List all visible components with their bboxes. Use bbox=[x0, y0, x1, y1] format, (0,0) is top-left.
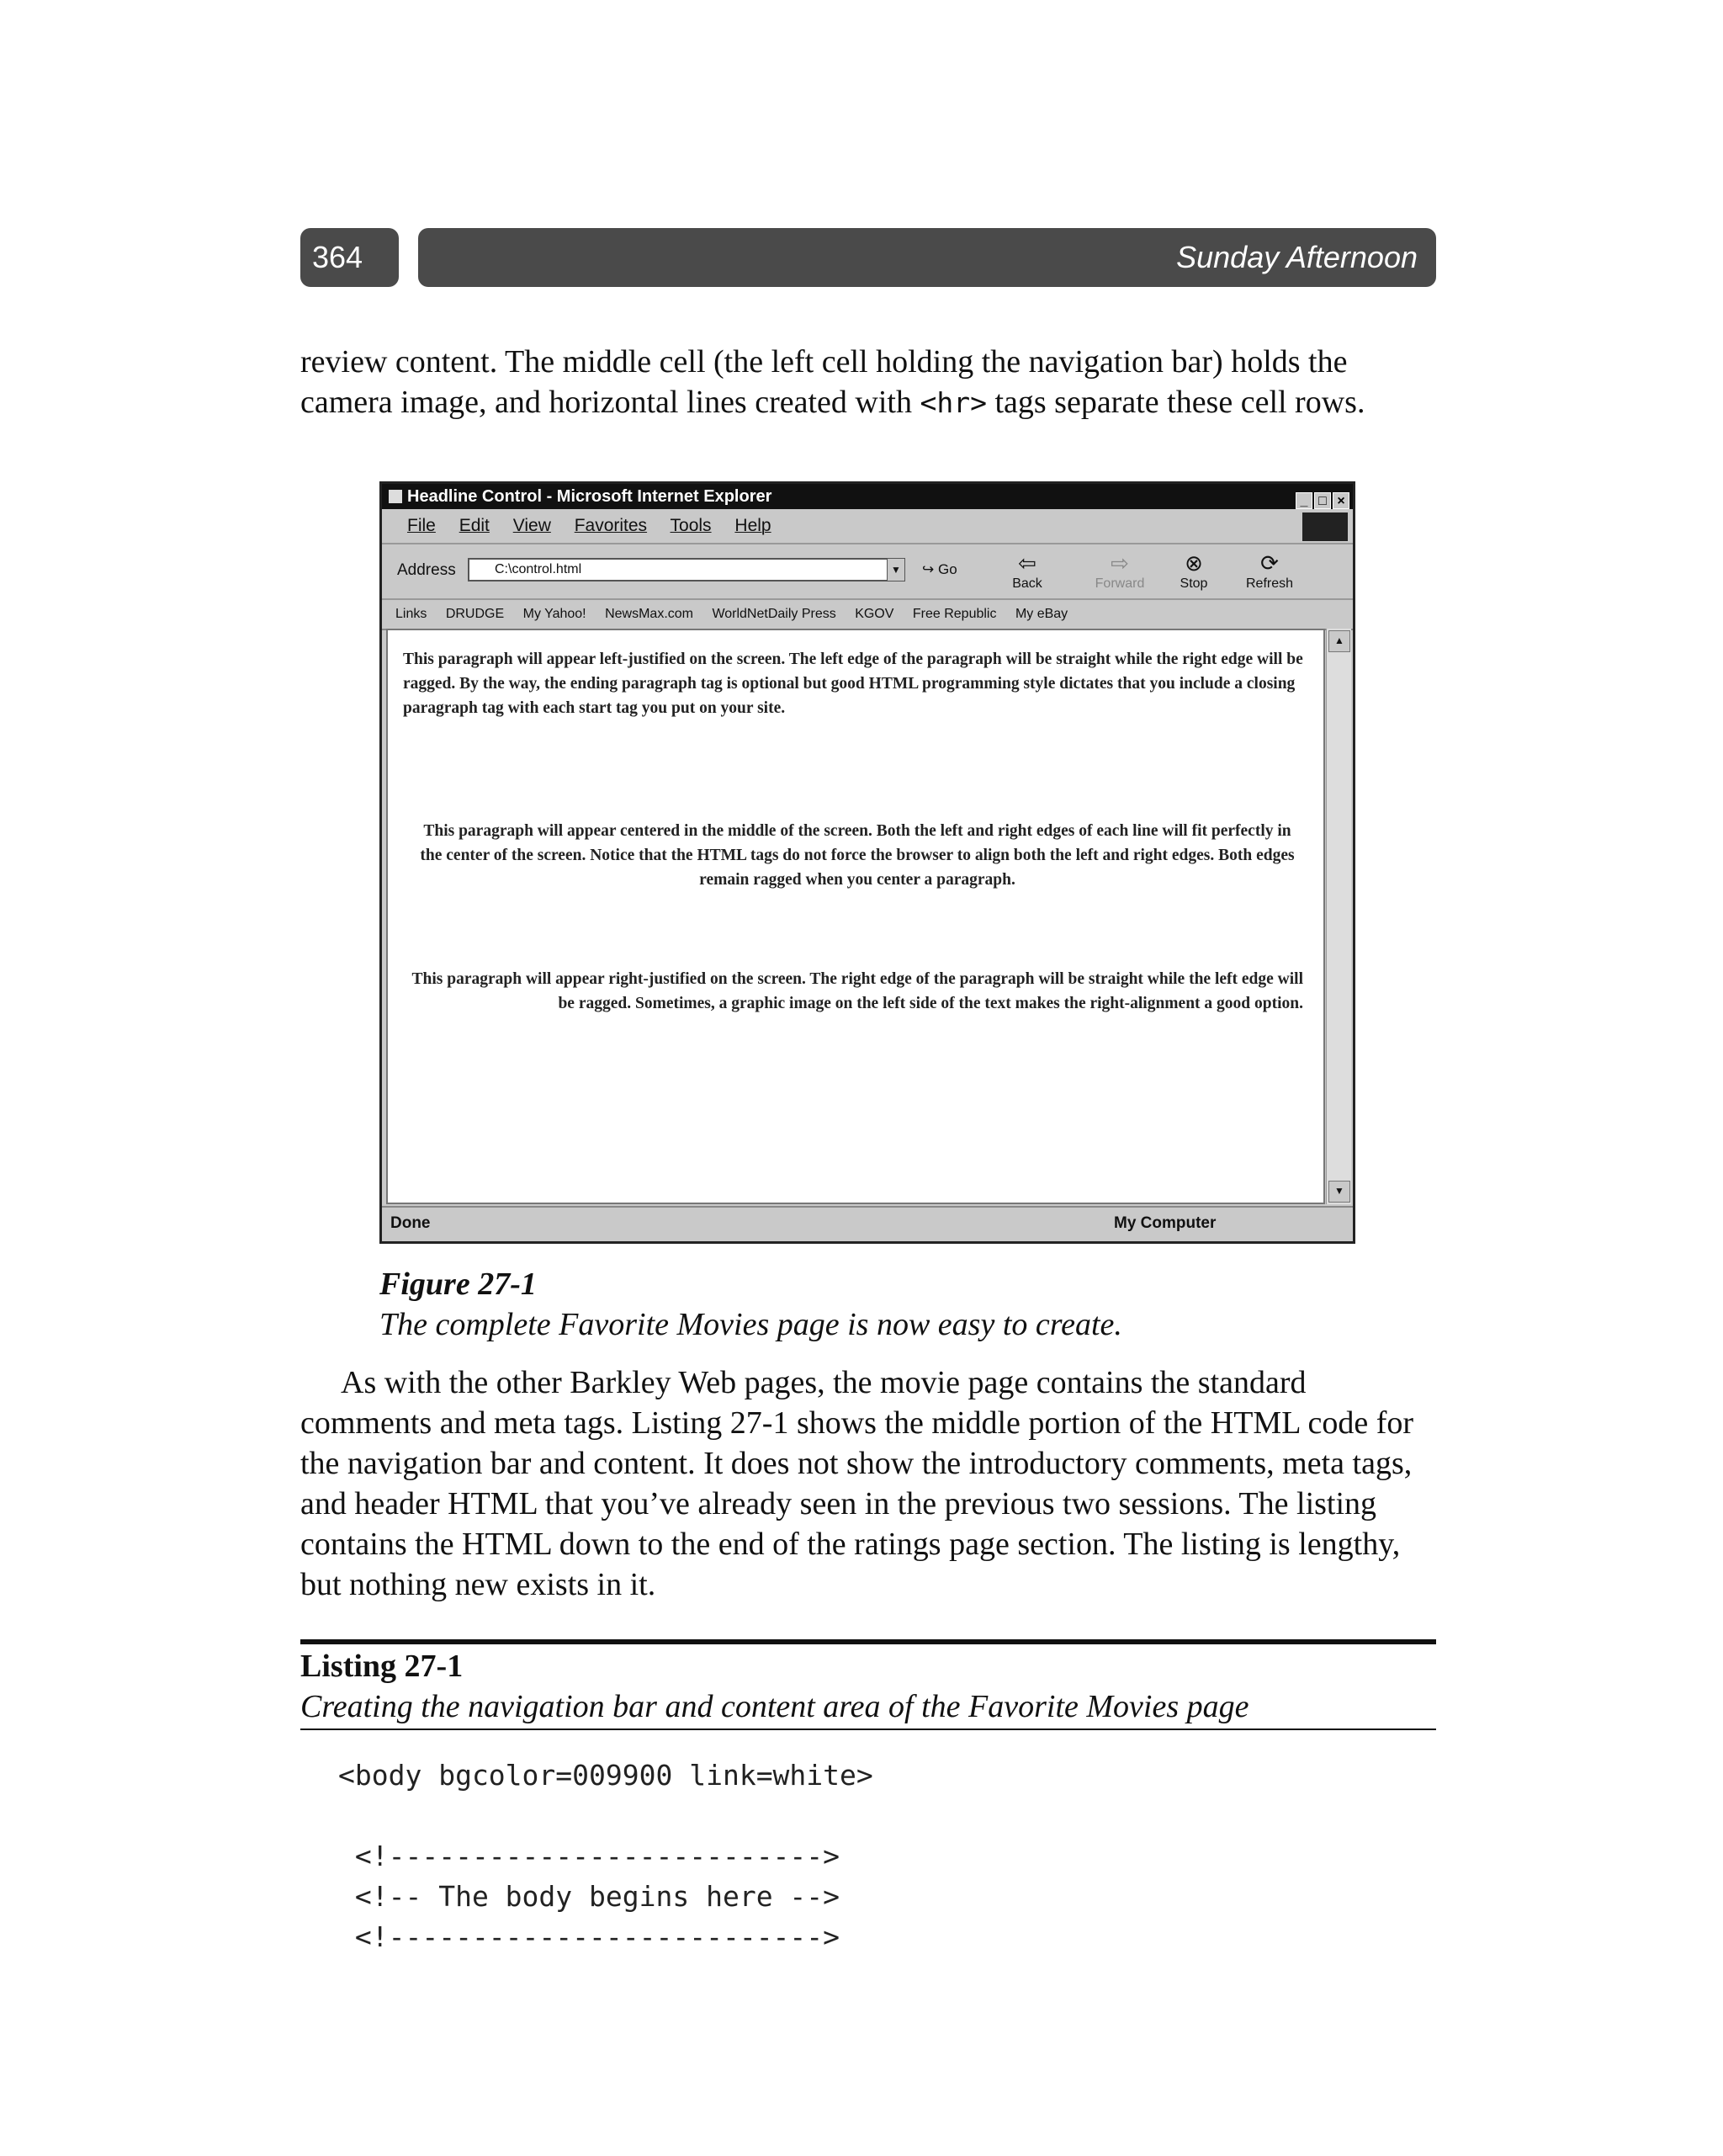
link-my-yahoo[interactable]: My Yahoo! bbox=[522, 607, 586, 621]
intro-paragraph bbox=[300, 342, 1436, 423]
link-my-ebay[interactable]: My eBay bbox=[1015, 607, 1068, 621]
link-drudge[interactable]: DRUDGE bbox=[445, 607, 505, 621]
back-label: Back bbox=[1012, 576, 1042, 591]
status-zone: My Computer bbox=[1114, 1214, 1217, 1232]
browser-title: Headline Control - Microsoft Internet Explorer bbox=[407, 487, 772, 506]
body-paragraph: As with the other Barkley Web pages, the movie page contains the standard comments and meta tags. Listing 27-1 shows the middle portion of the HTML code for the navigation bar and content. It does not show the introductory comments, meta tags, and header HTML that you’ve already seen in the previous two sessions. The listing contains the HTML down to the end of the ratings page section. The listing is lengthy, but nothing new exists in it. bbox=[300, 1365, 1414, 1602]
link-free-republic[interactable]: Free Republic bbox=[912, 607, 997, 621]
back-button[interactable] bbox=[998, 550, 1057, 592]
listing-subtitle: Creating the navigation bar and content area of the Favorite Movies page bbox=[300, 1689, 1249, 1724]
listing-title: Listing 27-1 bbox=[300, 1649, 464, 1684]
refresh-button[interactable] bbox=[1240, 550, 1299, 592]
address-toolbar bbox=[382, 544, 1353, 600]
menu-favorites[interactable]: Favorites bbox=[574, 516, 648, 535]
menu-file[interactable]: File bbox=[407, 516, 436, 535]
listing-bottom-rule bbox=[300, 1729, 1436, 1730]
code-line: <!--------------------------> bbox=[338, 1920, 840, 1953]
maximize-icon[interactable]: □ bbox=[1314, 492, 1331, 509]
address-label: Address bbox=[397, 561, 456, 579]
hr-tag-code: <hr> bbox=[920, 386, 987, 419]
browser-menubar bbox=[382, 509, 1353, 544]
link-newsmax[interactable]: NewsMax.com bbox=[605, 607, 693, 621]
intro-line-2-end: tags separate these cell rows. bbox=[986, 385, 1365, 420]
links-label: Links bbox=[395, 607, 427, 621]
figure-label: Figure 27-1 bbox=[379, 1267, 537, 1302]
menu-tools[interactable]: Tools bbox=[670, 516, 712, 535]
go-label: Go bbox=[937, 561, 957, 577]
scroll-up-icon[interactable]: ▲ bbox=[1328, 630, 1350, 652]
menu-help[interactable]: Help bbox=[734, 516, 771, 535]
right-justified-paragraph: This paragraph will appear right-justified on the screen. The right edge of the paragraph will be straight while the left edge will be ragged. Sometimes, a graphic image on the left side of the text makes the right-alignment a good option. bbox=[411, 970, 1303, 1012]
vertical-scrollbar[interactable] bbox=[1326, 629, 1351, 1204]
menu-edit[interactable]: Edit bbox=[459, 516, 490, 535]
link-worldnetdaily[interactable]: WorldNetDaily Press bbox=[712, 607, 836, 621]
code-line: <!-- The body begins here --> bbox=[338, 1880, 840, 1913]
scroll-down-icon[interactable]: ▼ bbox=[1328, 1181, 1350, 1203]
forward-arrow-icon: ⇨ bbox=[1111, 550, 1129, 576]
listing-top-rule bbox=[300, 1639, 1436, 1644]
close-icon[interactable]: × bbox=[1333, 492, 1349, 509]
windows-logo-icon bbox=[1302, 512, 1348, 541]
intro-line-1: review content. The middle cell (the left cell holding the navigation bar) holds the bbox=[300, 344, 1348, 380]
code-line: <body bgcolor=009900 link=white> bbox=[338, 1759, 873, 1792]
menu-view[interactable]: View bbox=[512, 516, 551, 535]
browser-titlebar bbox=[382, 484, 1353, 509]
forward-button[interactable] bbox=[1090, 550, 1149, 592]
section-title: Sunday Afternoon bbox=[418, 228, 1436, 287]
centered-paragraph: This paragraph will appear centered in the middle of the screen. Both the left and right edges of each line will fit perfectly in the center of the screen. Notice that the HTML tags do not force the browser to align both the left and right edges. Both edges remain ragged when you center a paragraph. bbox=[420, 822, 1295, 889]
page-number: 364 bbox=[300, 228, 399, 287]
stop-button[interactable] bbox=[1164, 550, 1223, 592]
code-line: <!--------------------------> bbox=[338, 1840, 840, 1872]
intro-line-2-start: camera image, and horizontal lines created with bbox=[300, 385, 920, 420]
refresh-icon: ⟳ bbox=[1260, 550, 1279, 576]
figure-caption-text: The complete Favorite Movies page is now easy to create. bbox=[379, 1307, 1122, 1342]
go-button[interactable]: ↪ Go bbox=[922, 561, 957, 577]
left-justified-paragraph: This paragraph will appear left-justified on the screen. The left edge of the paragraph will be straight while the right edge will be ragged. By the way, the ending paragraph tag is optional but good HTML programming style dictates that you include a closing paragraph tag with each start tag you put on your site. bbox=[403, 651, 1303, 717]
status-done: Done bbox=[390, 1214, 431, 1232]
chevron-down-icon[interactable]: ▼ bbox=[887, 558, 905, 581]
address-input[interactable]: C:\control.html bbox=[468, 558, 905, 581]
browser-statusbar bbox=[382, 1206, 1353, 1241]
figure-caption bbox=[379, 1264, 1122, 1345]
back-arrow-icon: ⇦ bbox=[1018, 550, 1036, 576]
forward-label: Forward bbox=[1095, 576, 1145, 591]
stop-icon: ⊗ bbox=[1185, 550, 1203, 576]
link-kgov[interactable]: KGOV bbox=[855, 607, 894, 621]
ie-icon bbox=[389, 490, 402, 503]
browser-content-area bbox=[386, 629, 1325, 1204]
running-header bbox=[300, 228, 1436, 287]
stop-label: Stop bbox=[1180, 576, 1208, 591]
refresh-label: Refresh bbox=[1245, 576, 1294, 591]
minimize-icon[interactable]: _ bbox=[1296, 492, 1312, 509]
browser-window-screenshot bbox=[379, 481, 1355, 1244]
links-toolbar bbox=[382, 600, 1353, 630]
